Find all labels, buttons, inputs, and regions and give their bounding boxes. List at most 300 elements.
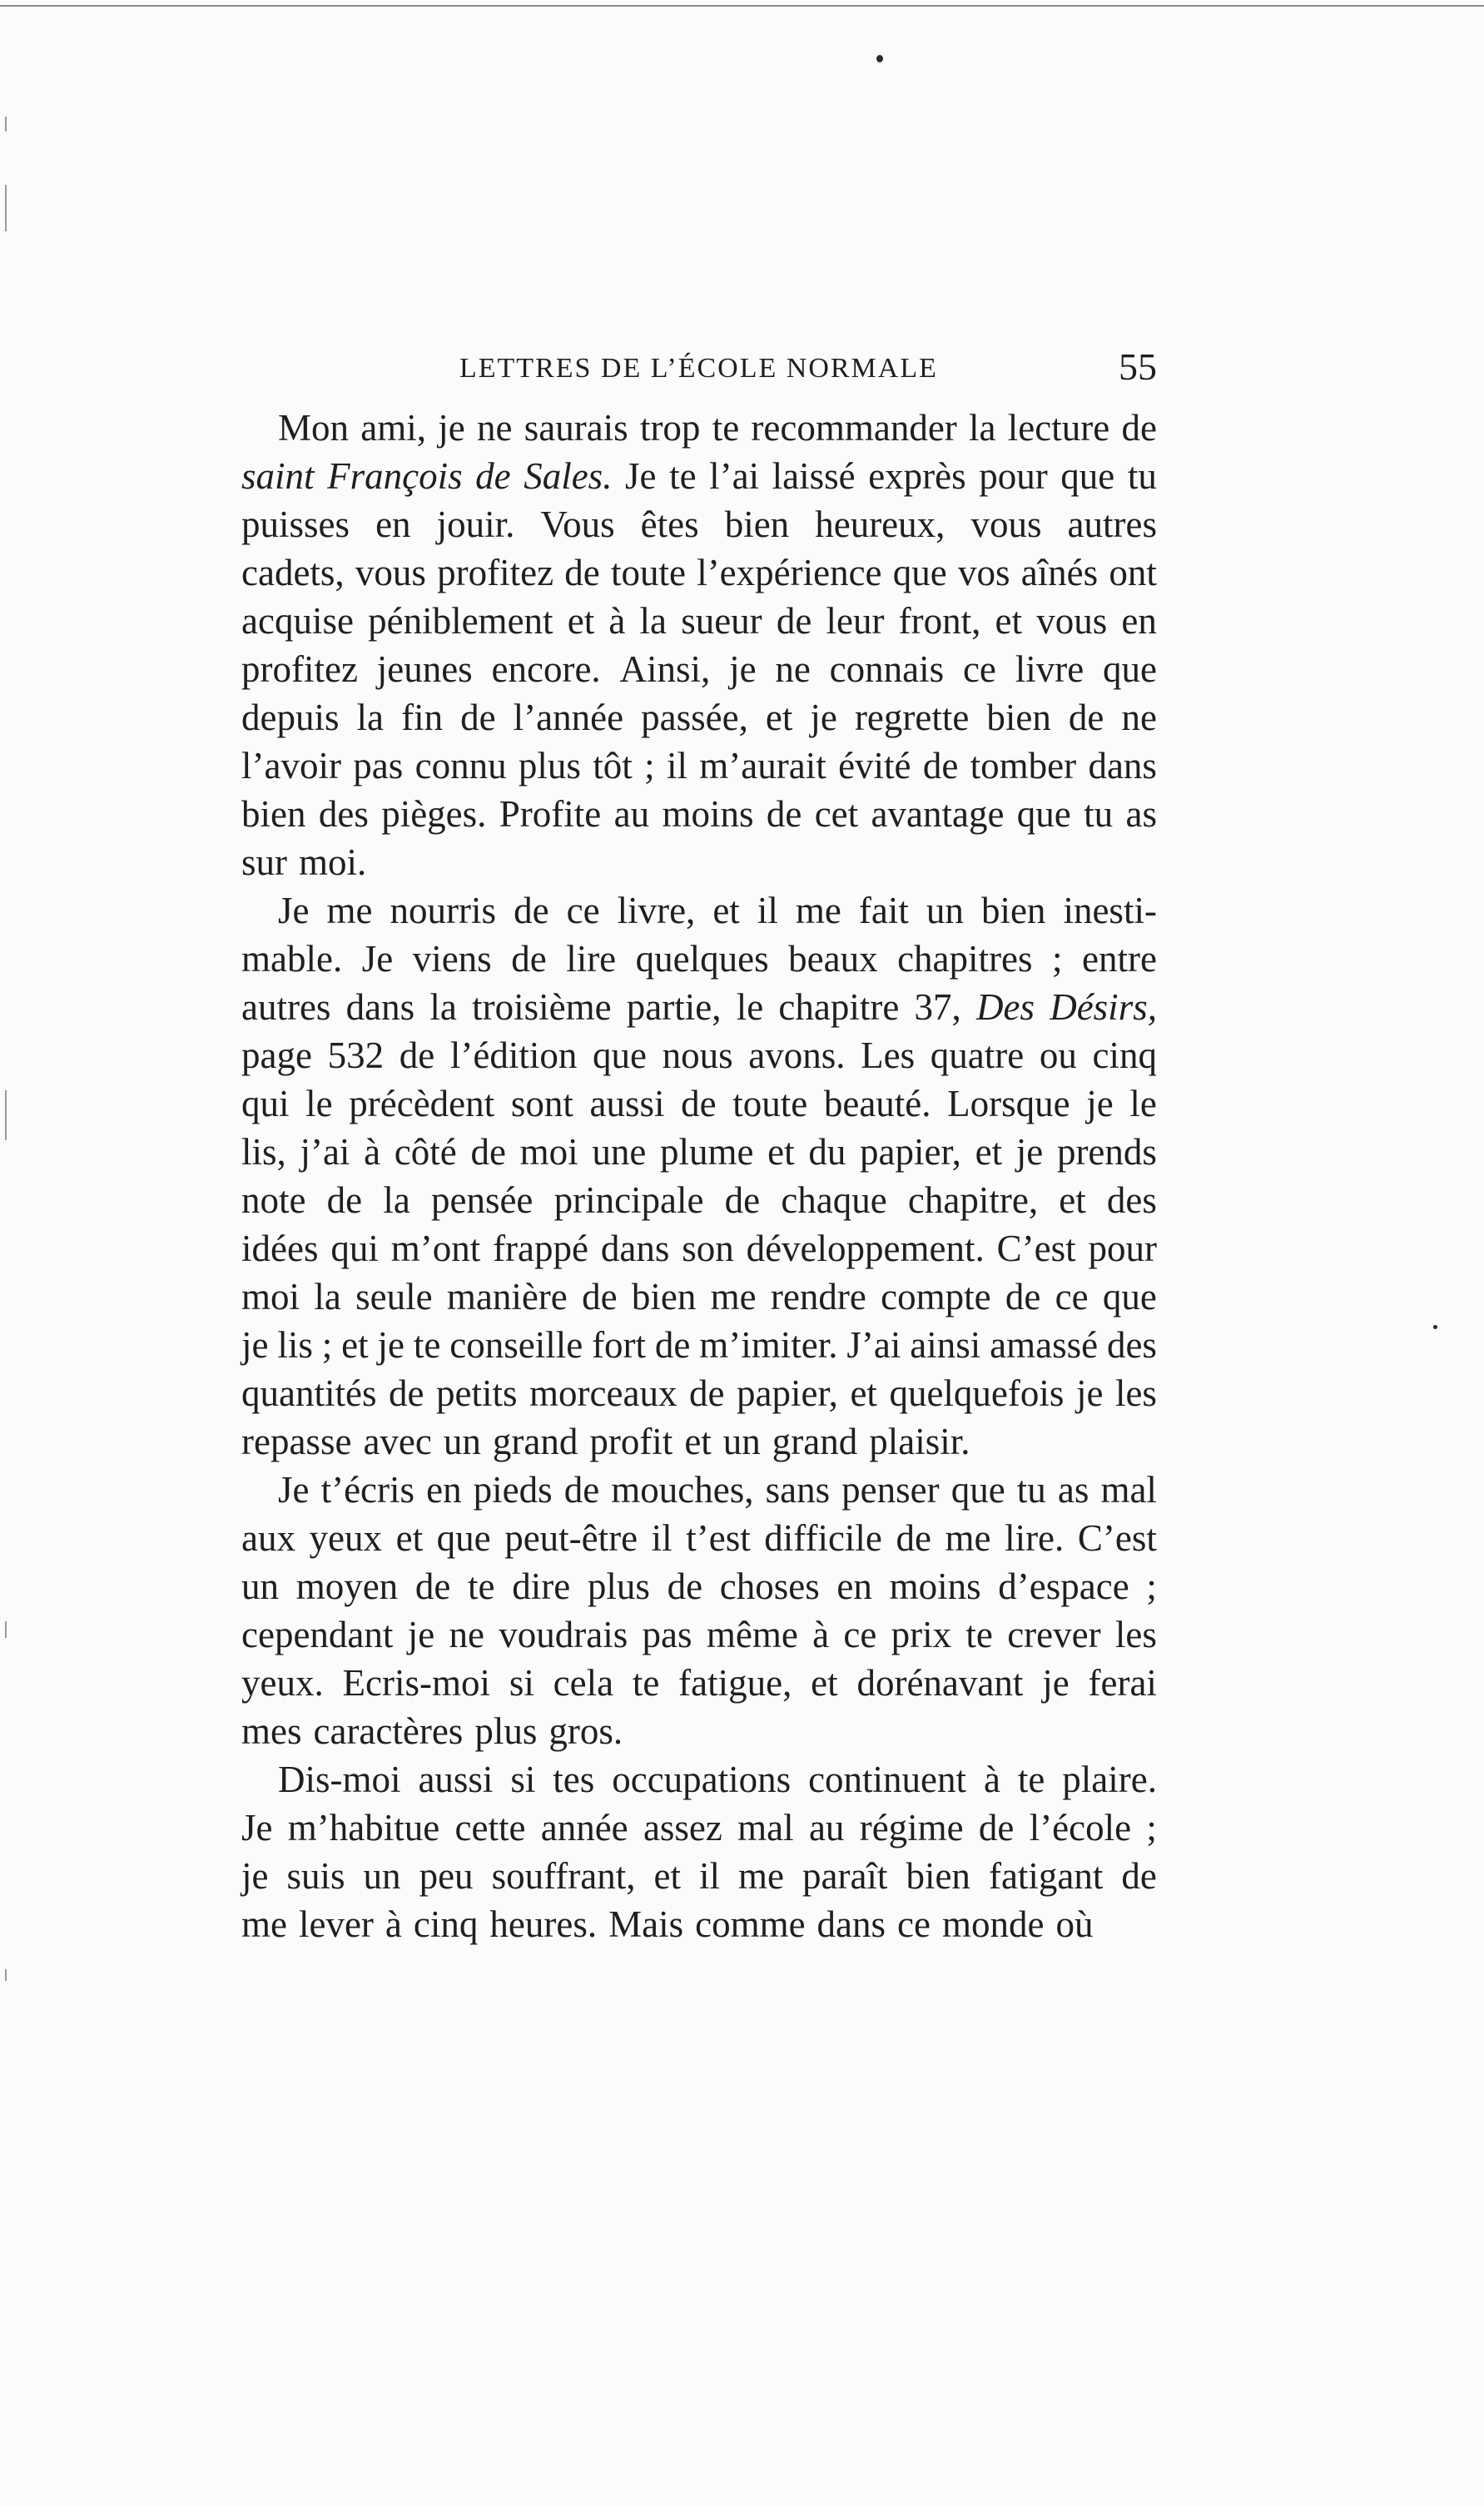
- word: si: [509, 1662, 534, 1704]
- top-page-rule: [0, 5, 1484, 7]
- text-line: [241, 1176, 1157, 1224]
- word: te: [669, 455, 697, 497]
- word: ;: [1052, 938, 1063, 980]
- running-head: [241, 341, 1157, 391]
- word: C’est: [1077, 1517, 1157, 1559]
- word: et: [1059, 1179, 1086, 1221]
- word: principale: [553, 1179, 704, 1221]
- word: la: [429, 986, 457, 1028]
- word: je: [438, 407, 465, 449]
- text-line: [241, 1079, 1157, 1128]
- word: plus: [587, 1566, 650, 1607]
- word: qui: [330, 1228, 379, 1269]
- word: dans: [816, 1903, 886, 1945]
- word: dans: [345, 986, 415, 1028]
- word: m’habitue: [287, 1807, 440, 1848]
- word: ;: [321, 1324, 333, 1366]
- word: côté: [394, 1131, 457, 1173]
- word: des: [1106, 1179, 1157, 1221]
- word: cet: [814, 793, 859, 835]
- word: le: [305, 1083, 333, 1124]
- word: monde: [942, 1903, 1045, 1945]
- word: êtes: [640, 504, 699, 545]
- word: un: [241, 1566, 279, 1607]
- word: de: [414, 1566, 451, 1607]
- word: pieds: [473, 1469, 553, 1511]
- word: Je: [361, 938, 394, 980]
- word: à: [385, 1903, 402, 1945]
- word: de: [724, 1179, 761, 1221]
- word: plus: [474, 1710, 538, 1752]
- word: je: [241, 1855, 269, 1897]
- word: Je: [278, 890, 310, 931]
- word: laissé: [772, 455, 856, 497]
- word: précèdent: [349, 1083, 495, 1124]
- word: que: [436, 1517, 491, 1559]
- word: gros.: [548, 1710, 623, 1752]
- word: puisses: [241, 504, 350, 545]
- word: te: [712, 407, 740, 449]
- word: de: [681, 1083, 717, 1124]
- word: quelques: [635, 938, 769, 980]
- word: ne: [1121, 697, 1157, 738]
- word: me: [738, 1855, 784, 1897]
- word: moi.: [299, 841, 367, 883]
- word: me: [795, 890, 841, 931]
- word: tu: [1127, 455, 1157, 497]
- word: te: [413, 1324, 441, 1366]
- word: cela: [553, 1662, 614, 1704]
- word: dorénavant: [856, 1662, 1024, 1704]
- word: de: [922, 745, 959, 787]
- word: je: [1086, 1083, 1114, 1124]
- word: et: [767, 1131, 795, 1173]
- word: prends: [1056, 1131, 1157, 1173]
- word: grand: [492, 1421, 578, 1462]
- word: toute: [732, 1083, 808, 1124]
- word: continuent: [808, 1759, 967, 1800]
- word: cinq: [1092, 1035, 1157, 1076]
- word: profitez: [437, 552, 554, 593]
- word: que: [1102, 1276, 1157, 1318]
- word: ainsi: [910, 1324, 981, 1366]
- word: t’écris: [320, 1469, 415, 1511]
- scan-edge-mark: [5, 1090, 7, 1140]
- text-line: [241, 790, 1157, 838]
- word: moyen: [295, 1566, 399, 1607]
- word: la: [639, 600, 668, 642]
- word: que: [1060, 455, 1115, 497]
- scan-edge-mark: [5, 1969, 7, 1981]
- text-line: [241, 404, 1157, 452]
- text-line: [241, 1852, 1157, 1900]
- word: tôt: [593, 745, 633, 787]
- word: autres: [1067, 504, 1157, 545]
- word: l’avoir: [241, 745, 341, 787]
- word: de: [389, 1372, 424, 1414]
- italic-word: de: [475, 455, 511, 497]
- word: il: [698, 1855, 720, 1897]
- word: plume: [659, 1131, 754, 1173]
- word: de: [776, 600, 812, 642]
- word: des: [318, 793, 369, 835]
- text-line: [241, 1273, 1157, 1321]
- word: moins: [662, 793, 754, 835]
- word: en: [426, 1469, 462, 1511]
- word: le: [1129, 1083, 1157, 1124]
- word: bien: [631, 1276, 697, 1318]
- word: plaire.: [1062, 1759, 1157, 1800]
- word: nourris: [390, 890, 497, 931]
- paragraph: [241, 1466, 1157, 1755]
- word: livre,: [617, 890, 696, 931]
- word: fin: [401, 697, 444, 738]
- word: manière: [446, 1276, 568, 1318]
- word: à: [364, 1131, 381, 1173]
- word: pas: [353, 745, 404, 787]
- word: où: [1055, 1903, 1094, 1945]
- word: ferai: [1088, 1662, 1157, 1704]
- word: et: [850, 1372, 877, 1414]
- word: de: [511, 938, 547, 980]
- word: plus: [518, 745, 581, 787]
- word: papier,: [860, 1131, 961, 1173]
- word: un: [363, 1855, 401, 1897]
- word: cette: [454, 1807, 526, 1848]
- word: viens: [412, 938, 492, 980]
- word: et: [995, 600, 1023, 642]
- word: le: [736, 986, 764, 1028]
- word: me: [326, 890, 373, 931]
- text-line: [241, 452, 1157, 500]
- word: me: [241, 1903, 287, 1945]
- word: Lorsque: [947, 1083, 1070, 1124]
- word: en: [375, 504, 411, 545]
- word: ce: [843, 1614, 877, 1655]
- word: de: [654, 1324, 691, 1366]
- word: avec: [363, 1421, 432, 1462]
- text-line: [241, 645, 1157, 693]
- word: péniblement: [368, 600, 553, 642]
- text-line: [241, 1804, 1157, 1852]
- word: ;: [1146, 1566, 1157, 1607]
- word: de: [896, 1517, 931, 1559]
- word: pièges.: [381, 793, 487, 835]
- word: frappé: [493, 1228, 588, 1269]
- word: je: [1015, 1131, 1044, 1173]
- running-title: LETTRES DE L’ÉCOLE NORMALE: [459, 353, 938, 384]
- word: Ainsi,: [619, 648, 711, 690]
- word: conseille: [449, 1324, 583, 1366]
- word: bien: [906, 1855, 970, 1897]
- word: je: [377, 1324, 405, 1366]
- text-line: [241, 1128, 1157, 1176]
- word: tomber: [970, 745, 1077, 787]
- word: difficile: [764, 1517, 882, 1559]
- word: la: [314, 1276, 341, 1318]
- text-line: [241, 1900, 1157, 1948]
- word: je: [810, 697, 837, 738]
- word: d’espace: [998, 1566, 1129, 1607]
- word: je: [407, 1614, 435, 1655]
- word: peu: [419, 1855, 474, 1897]
- word: avons.: [748, 1035, 846, 1076]
- word: autres: [241, 986, 331, 1028]
- word: voudrais: [499, 1614, 628, 1655]
- word: Dis-moi: [278, 1759, 401, 1800]
- word: morceaux: [529, 1372, 677, 1414]
- word: beauté.: [823, 1083, 931, 1124]
- word: l’ai: [709, 455, 760, 497]
- word: Les: [861, 1035, 916, 1076]
- word: j’ai: [300, 1131, 350, 1173]
- word: ami,: [360, 407, 426, 449]
- text-line: [241, 1562, 1157, 1610]
- word: et: [684, 1421, 712, 1462]
- word: heureux,: [815, 504, 945, 545]
- text-line: [241, 1031, 1157, 1079]
- word: l’expérience: [697, 552, 882, 593]
- word: yeux.: [241, 1662, 324, 1704]
- word: ce: [962, 648, 996, 690]
- word: chapitre: [778, 986, 900, 1028]
- word: repasse: [241, 1421, 352, 1462]
- word: bien: [980, 890, 1046, 931]
- word: rendre: [770, 1276, 866, 1318]
- word: cinq: [413, 1903, 479, 1945]
- text-line: [241, 1514, 1157, 1562]
- word: chaque: [781, 1179, 887, 1221]
- word: Je: [625, 455, 657, 497]
- word: sont: [510, 1083, 573, 1124]
- word: saurais: [524, 407, 628, 449]
- scan-edge-mark: [5, 117, 7, 132]
- word: du: [808, 1131, 846, 1173]
- word: dans: [1088, 745, 1157, 787]
- word: mes: [241, 1710, 302, 1752]
- word: m’ont: [390, 1228, 481, 1269]
- word: lire: [566, 938, 617, 980]
- word: la: [969, 407, 996, 449]
- word: de: [563, 1469, 600, 1511]
- word: petits: [436, 1372, 518, 1414]
- word: les: [1114, 1614, 1157, 1655]
- word: à: [983, 1759, 1000, 1800]
- word: mable.: [241, 938, 343, 980]
- word: lis,: [241, 1131, 286, 1173]
- word: et: [975, 1131, 1003, 1173]
- word: prix: [891, 1614, 952, 1655]
- word: fait: [858, 890, 909, 931]
- word: fatigant: [988, 1855, 1104, 1897]
- word: te: [965, 1614, 993, 1655]
- word: seule: [355, 1276, 433, 1318]
- word: que: [1102, 648, 1157, 690]
- word: tu: [1016, 1469, 1046, 1511]
- word: vous: [355, 552, 426, 593]
- word: fatigue,: [678, 1662, 792, 1704]
- word: de: [1068, 697, 1104, 738]
- italic-word: Des: [976, 986, 1035, 1028]
- word: de: [514, 890, 549, 931]
- word: entre: [1082, 938, 1157, 980]
- word: encore.: [491, 648, 601, 690]
- word: de: [978, 1807, 1015, 1848]
- word: toute: [610, 552, 686, 593]
- word: ce: [897, 1903, 931, 1945]
- text-line: [241, 742, 1157, 790]
- word: et: [811, 1662, 838, 1704]
- word: que: [1016, 793, 1071, 835]
- word: aux: [241, 1517, 295, 1559]
- text-line: [241, 1369, 1157, 1417]
- word: la: [383, 1179, 410, 1221]
- word: depuis: [241, 697, 340, 738]
- word: as: [1057, 1469, 1089, 1511]
- word: beaux: [788, 938, 878, 980]
- word: ce: [1055, 1276, 1089, 1318]
- word: te: [1017, 1759, 1045, 1800]
- word: quatre: [930, 1035, 1025, 1076]
- ink-speck: [876, 55, 883, 62]
- word: et: [341, 1324, 369, 1366]
- word: en: [836, 1566, 872, 1607]
- word: papier,: [737, 1372, 838, 1414]
- word: régime: [859, 1807, 964, 1848]
- text-line: [241, 983, 1157, 1031]
- word: amassé: [990, 1324, 1099, 1366]
- word: les: [1114, 1372, 1157, 1414]
- word: passée,: [641, 697, 748, 738]
- word: jeunes: [376, 648, 473, 690]
- word: la: [356, 697, 385, 738]
- word: grand: [772, 1421, 858, 1462]
- word: son: [682, 1228, 734, 1269]
- word: inesti-: [1063, 890, 1157, 931]
- word: il: [666, 745, 687, 787]
- word: ce: [566, 890, 600, 931]
- word: moi: [241, 1276, 300, 1318]
- word: mouches,: [611, 1469, 754, 1511]
- word: moins: [889, 1566, 981, 1607]
- word: de: [766, 793, 802, 835]
- word: occupations: [612, 1759, 792, 1800]
- word: je: [729, 648, 757, 690]
- word: année: [540, 1807, 628, 1848]
- word: aussi: [589, 1083, 665, 1124]
- word: pour: [1088, 1228, 1157, 1269]
- text-line: [241, 935, 1157, 983]
- word: 37,: [914, 986, 961, 1028]
- word: t’est: [686, 1517, 751, 1559]
- word: lire.: [1005, 1517, 1065, 1559]
- page-number: 55: [1119, 345, 1157, 388]
- word: dans: [600, 1228, 670, 1269]
- word: de: [1121, 1855, 1157, 1897]
- word: sans: [765, 1469, 831, 1511]
- word: développement.: [746, 1228, 985, 1269]
- word: tu: [1084, 793, 1114, 835]
- word: pas: [642, 1614, 692, 1655]
- word: l’édition: [449, 1035, 578, 1076]
- word: Je: [241, 1807, 273, 1848]
- text-line: [241, 886, 1157, 935]
- text-line: [241, 1659, 1157, 1707]
- word: quelquefois: [889, 1372, 1065, 1414]
- word: paraît: [802, 1855, 888, 1897]
- word: connais: [829, 648, 945, 690]
- text-line: [241, 548, 1157, 597]
- word: pensée: [430, 1179, 534, 1221]
- word: même: [706, 1614, 798, 1655]
- paragraph: [241, 886, 1157, 1466]
- word: aînés: [1020, 552, 1099, 593]
- word: un: [443, 1421, 481, 1462]
- word: chapitres: [897, 938, 1033, 980]
- text-line: [241, 693, 1157, 742]
- word: Je: [278, 1469, 310, 1511]
- word: note: [241, 1179, 306, 1221]
- word: aussi: [418, 1759, 494, 1800]
- word: lecture: [1007, 407, 1110, 449]
- word: l’école: [1029, 1807, 1132, 1848]
- text-line: [241, 1755, 1157, 1804]
- word: ne: [449, 1614, 484, 1655]
- word: partie,: [626, 986, 722, 1028]
- word: avantage: [871, 793, 1005, 835]
- scan-edge-mark: [5, 1621, 7, 1638]
- word: trop: [639, 407, 701, 449]
- word: profitez: [241, 648, 358, 690]
- paragraph: [241, 404, 1157, 886]
- word: m’imiter.: [699, 1324, 838, 1366]
- word: front,: [898, 600, 981, 642]
- word: de: [689, 1372, 725, 1414]
- word: Mais: [608, 1903, 684, 1945]
- word: si: [510, 1759, 536, 1800]
- word: livre: [1015, 648, 1084, 690]
- text-line: [241, 500, 1157, 548]
- word: bien: [986, 697, 1051, 738]
- word: que: [892, 552, 947, 593]
- word: penser: [841, 1469, 940, 1511]
- italic-word: François: [327, 455, 463, 497]
- word: 532: [327, 1035, 385, 1076]
- word: sur: [241, 841, 287, 883]
- word: que: [592, 1035, 647, 1076]
- text-line: [241, 1224, 1157, 1273]
- word: leur: [826, 600, 885, 642]
- text-line: [241, 1707, 1157, 1755]
- word: suis: [286, 1855, 345, 1897]
- word: caractères: [313, 1710, 464, 1752]
- word: ;: [1146, 1807, 1157, 1848]
- word: exprès: [868, 455, 966, 497]
- word: en: [1121, 600, 1157, 642]
- word: regrette: [854, 697, 970, 738]
- word: dire: [512, 1566, 571, 1607]
- word: je: [1075, 1372, 1104, 1414]
- word: ou: [1039, 1035, 1077, 1076]
- word: te: [468, 1566, 495, 1607]
- word: troisième: [472, 986, 612, 1028]
- word: à: [812, 1614, 830, 1655]
- word: il: [757, 890, 778, 931]
- word: je: [241, 1324, 269, 1366]
- word: me: [710, 1276, 757, 1318]
- word: choses: [719, 1566, 820, 1607]
- word: assez: [643, 1807, 722, 1848]
